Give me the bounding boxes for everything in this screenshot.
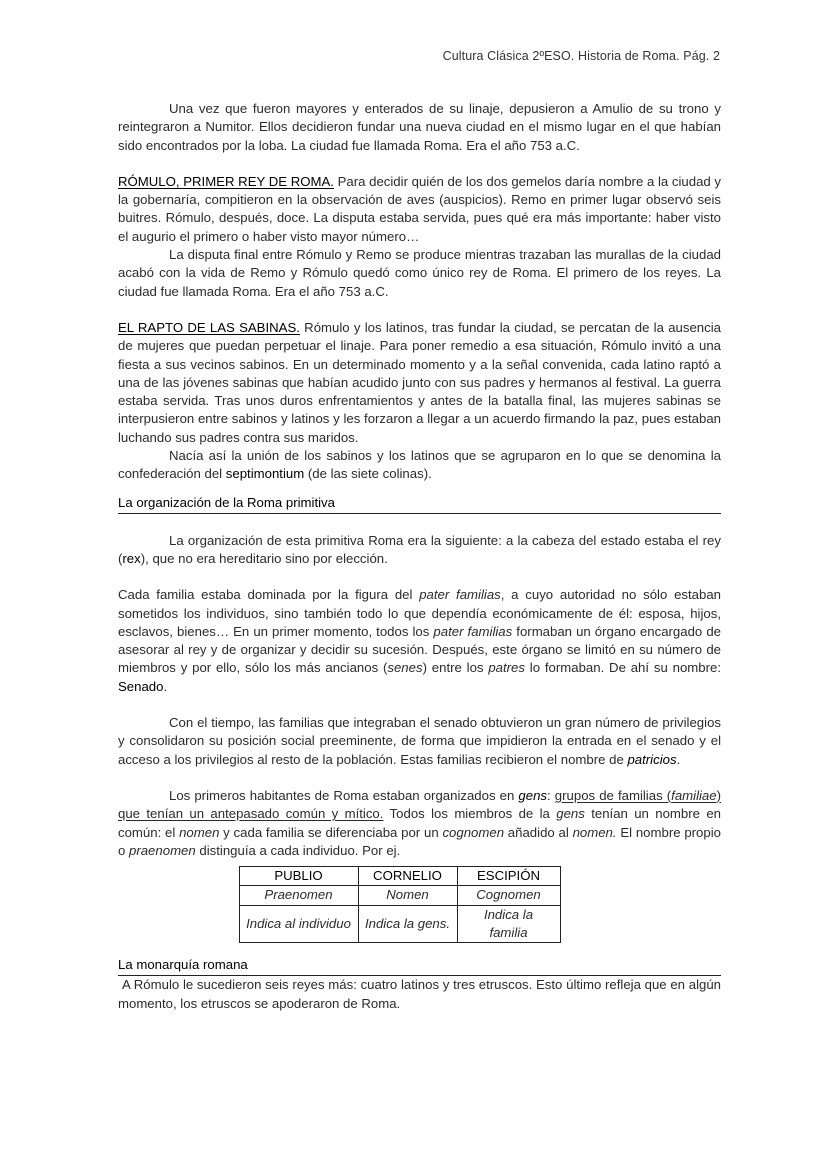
text-fragment: Los primeros habitantes de Roma estaban organizados en (169, 787, 519, 803)
text-fragment: ), que no era hereditario sino por elección. (140, 550, 388, 566)
text-fragment: Todos los miembros de la (383, 806, 557, 822)
text-fragment: lo formaban. De ahí su nombre: (524, 660, 721, 676)
term-rex: rex (122, 550, 141, 566)
paragraph-romulo-dispute: La disputa final entre Rómulo y Remo se produce mientras trazaban las murallas de la ciudad acabó con la vida de Remo y Rómulo quedó como único rey de Roma. El primero de los reyes. La ciudad fue llamada Roma. Era el año 753 a.C. (118, 247, 721, 299)
term-gens: gens (518, 787, 548, 803)
page-header: Cultura Clásica 2ºESO. Historia de Roma. Pág. 2 (442, 49, 720, 63)
text-fragment: El nombre propio o (118, 824, 721, 858)
term-septimontium: septimontium (225, 466, 305, 482)
paragraph-monarquia: A Rómulo le sucedieron seis reyes más: cuatro latinos y tres etruscos. Esto último refleja que en algún momento, los etruscos se apoderaron de Roma. (118, 977, 721, 1011)
table-cell: Indica la familia (457, 905, 560, 943)
text-fragment: Con el tiempo, las familias que integraban el senado obtuvieron un gran número de privilegios y consolidaron su posición social preeminente, de forma que impidieron la entrada en el senado y el acceso a los privilegios al resto de la población. Estas familias recibieron el nombre de (118, 715, 721, 767)
romulo-text: Para decidir quién de los dos gemelos daría nombre a la ciudad y la gobernaría, compitieron en la observación de aves (auspicios). Remo en primer lugar observó seis buitres. Rómulo, después, doce. La disputa estaba servida, pues qué era más importante: haber visto el augurio el primero o haber visto mayor número… (118, 173, 721, 244)
text-fragment: grupos de familias ( (554, 787, 672, 803)
paragraph-patricios (118, 714, 721, 769)
sabinas-text: Rómulo y los latinos, tras fundar la ciudad, se percatan de la ausencia de mujeres que puedan perpetuar el linaje. Para poner remedio a esa situación, Rómulo invitó a una fiesta a sus vecinos sabinos. En un determinado momento y a la señal convenida, cada latino raptó a una de las jóvenes sabinas que habían acudido junto con sus padres y hermanos al festival. La guerra estaba servida. Tras unos duros enfrentamientos y antes de la batalla final, las mujeres sabinas se interpusieron entre sabinos y latinos y les forzaron a llegar a un acuerdo firmando la paz, pues estaban luchando sus padres contra sus maridos. (118, 319, 721, 445)
text-fragment: (de las siete colinas). (304, 466, 432, 482)
heading-sabinas: EL RAPTO DE LAS SABINAS. (118, 319, 300, 335)
text-fragment: Nacía así la unión de los sabinos y los latinos que se agruparon en lo que se denomina la confederación del (118, 448, 721, 482)
text-fragment: formaban un órgano encargado de asesorar al rey y de organizar y decidir su sucesión. Después, este órgano se limitó en su número de miembros y por ello, sólo los más ancianos ( (118, 623, 721, 676)
term-pater-familias: pater familias (419, 587, 501, 603)
table-cell: Indica al individuo (239, 905, 358, 943)
table-cell: ESCIPIÓN (457, 867, 560, 886)
term-senes: senes (387, 660, 423, 676)
term-senado: Senado (118, 678, 164, 694)
term-patres: patres (488, 660, 525, 676)
text-fragment: distinguía a cada individuo. Por ej. (195, 842, 401, 858)
term-familiae: familiae (671, 787, 717, 803)
paragraph-rex (118, 532, 721, 569)
text-fragment: . (163, 678, 168, 694)
paragraph-gens (118, 787, 721, 860)
table-row (239, 905, 560, 943)
section-title-monarquia: La monarquía romana (118, 956, 721, 976)
paragraph-pater-familias (118, 586, 721, 696)
table-cell: CORNELIO (358, 867, 457, 886)
table-cell: Cognomen (457, 886, 560, 905)
text-fragment: tenían un nombre en común: el (118, 806, 721, 840)
paragraph-sabinas (118, 319, 721, 447)
text-fragment: añadido al (504, 824, 573, 840)
roman-names-table (239, 866, 561, 943)
text-fragment: y cada familia se diferenciaba por un (219, 824, 443, 840)
text-fragment: . (676, 751, 681, 767)
term-pater-familias: pater familias (433, 623, 513, 639)
text-fragment: , a cuyo autoridad no sólo estaban sometidos los individuos, sino también todo lo que dependía económicamente de él: esposa, hijos, esclavos, bienes… En un primer momento, todos los (118, 587, 721, 639)
text-fragment: ) entre los (422, 660, 489, 676)
text-fragment: Cada familia estaba dominada por la figura del (118, 587, 420, 603)
table-row (239, 886, 560, 905)
term-praenomen: praenomen (129, 842, 196, 858)
term-nomen: nomen (179, 824, 220, 840)
term-cognomen: cognomen (442, 824, 505, 840)
paragraph-romulo (118, 173, 721, 246)
text-fragment: : (547, 787, 555, 803)
paragraph-septimontium (118, 447, 721, 484)
heading-romulo: RÓMULO, PRIMER REY DE ROMA. (118, 173, 334, 189)
text-fragment: La organización de esta primitiva Roma era la siguiente: a la cabeza del estado estaba el rey ( (118, 532, 721, 566)
table-cell: Nomen (358, 886, 457, 905)
table-cell: PUBLIO (239, 867, 358, 886)
term-gens: gens (556, 806, 585, 822)
page-content (118, 100, 721, 1013)
term-patricios: patricios (627, 751, 677, 767)
text-fragment: ) que tenían un antepasado común y mítico. (118, 787, 722, 822)
section-title-organizacion: La organización de la Roma primitiva (118, 494, 721, 514)
paragraph-lineage: Una vez que fueron mayores y enterados de su linaje, depusieron a Amulio de su trono y reintegraron a Numitor. Ellos decidieron fundar una nueva ciudad en el mismo lugar en el que habían sido encontrados por la loba. La ciudad fue llamada Roma. Era el año 753 a.C. (118, 101, 721, 153)
table-cell: Praenomen (239, 886, 358, 905)
table-cell: Indica la gens. (358, 905, 457, 943)
term-nomen: nomen. (572, 824, 617, 840)
table-row (239, 867, 560, 886)
